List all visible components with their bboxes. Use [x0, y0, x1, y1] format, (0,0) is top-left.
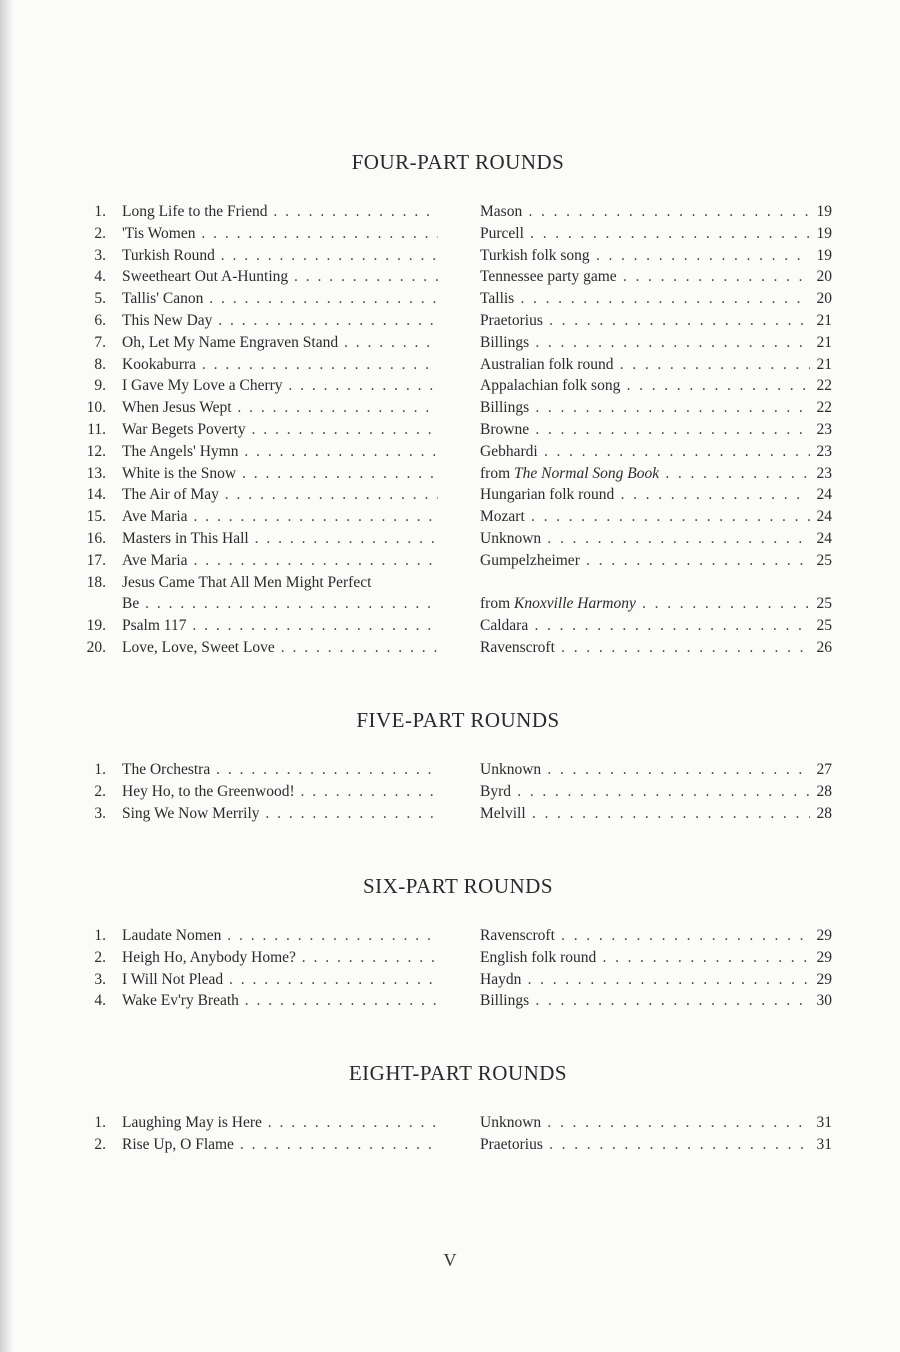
section-five-part — [78, 708, 838, 824]
entry-number: 20. — [86, 638, 106, 656]
entry-number: 12. — [86, 442, 106, 460]
entry-number: 2. — [94, 224, 106, 242]
entry-page: 24 — [816, 529, 832, 547]
toc-row — [78, 550, 838, 572]
entry-page: 21 — [816, 333, 832, 351]
entry-title: White is the Snow . . . — [122, 463, 438, 485]
section-four-part — [78, 150, 838, 659]
section-heading: FOUR-PART ROUNDS — [351, 150, 565, 174]
entry-number: 3. — [94, 246, 106, 264]
entry-composer: Praetorius . . . — [480, 1134, 810, 1156]
entry-title: Tallis' Canon . . . — [122, 288, 438, 310]
entry-composer — [480, 463, 810, 485]
composer-source-title: The Normal Song Book — [514, 464, 660, 482]
entry-title: Turkish Round . . . — [122, 245, 438, 267]
entry-number: 9. — [94, 377, 106, 395]
entry-composer: Billings . . . — [480, 397, 810, 419]
toc-row — [78, 572, 838, 616]
entry-number: 3. — [94, 970, 106, 988]
entry-page: 19 — [816, 203, 832, 220]
entry-composer: Hungarian folk round . . . — [480, 484, 810, 506]
entry-title: Oh, Let My Name Engraven Stand . . . — [122, 332, 438, 354]
entry-number: 13. — [86, 464, 106, 482]
entry-number: 11. — [87, 420, 106, 438]
entry-composer: Browne . . . — [480, 419, 810, 441]
section-six-part — [78, 874, 838, 1012]
section-heading: SIX-PART ROUNDS — [362, 874, 554, 898]
toc-row — [78, 1112, 838, 1134]
entry-number: 2. — [94, 1135, 106, 1153]
entry-page: 21 — [816, 311, 832, 329]
entry-page: 28 — [816, 782, 832, 800]
entry-composer: Mason . . . — [480, 201, 810, 223]
entry-page: 25 — [816, 595, 832, 613]
page-binding-edge — [0, 0, 14, 1352]
entry-title: Masters in This Hall . . . — [122, 528, 438, 550]
toc-row — [78, 288, 838, 310]
entry-number: 15. — [86, 508, 106, 526]
entry-title: Heigh Ho, Anybody Home? . . . — [122, 947, 438, 969]
entry-title-continuation: Be . . . — [122, 593, 438, 615]
entry-number: 1. — [94, 761, 106, 778]
entry-page: 27 — [816, 761, 832, 778]
entry-page: 25 — [816, 617, 832, 635]
entry-number: 19. — [86, 617, 106, 635]
composer-prefix: from — [480, 595, 511, 613]
entry-number: 5. — [94, 290, 106, 308]
entry-composer: Tallis . . . — [480, 288, 810, 310]
entry-page: 24 — [816, 508, 832, 526]
entry-composer: Haydn . . . — [480, 969, 810, 991]
entry-page: 25 — [816, 551, 832, 569]
toc-row — [78, 969, 838, 991]
entry-composer: Australian folk round . . . — [480, 354, 810, 376]
entry-title: This New Day . . . — [122, 310, 438, 332]
toc-list — [78, 925, 838, 1012]
toc-row — [78, 528, 838, 550]
toc-row — [78, 506, 838, 528]
toc-row — [78, 441, 838, 463]
entry-page: 21 — [816, 355, 832, 373]
toc-row — [78, 354, 838, 376]
entry-number: 1. — [94, 927, 106, 944]
toc-row — [78, 947, 838, 969]
entry-composer: Unknown . . . — [480, 528, 810, 550]
entry-number: 1. — [94, 203, 106, 220]
entry-page: 26 — [816, 638, 832, 656]
entry-number: 6. — [94, 311, 106, 329]
entry-title: Sing We Now Merrily . . . — [122, 803, 438, 825]
entry-composer: Ravenscroft . . . — [480, 925, 810, 947]
entry-number: 3. — [94, 804, 106, 822]
toc-list — [78, 1112, 838, 1156]
toc-row — [78, 266, 838, 288]
toc-row — [78, 419, 838, 441]
toc-row — [78, 397, 838, 419]
entry-page: 22 — [816, 399, 832, 417]
entry-number: 4. — [94, 268, 106, 286]
entry-page: 19 — [816, 224, 832, 242]
section-eight-part — [78, 1061, 838, 1156]
entry-composer: Gebhardi . . . — [480, 441, 810, 463]
entry-title: Sweetheart Out A-Hunting . . . — [122, 266, 438, 288]
entry-composer: Byrd . . . — [480, 781, 810, 803]
toc-row — [78, 925, 838, 947]
toc-row — [78, 803, 838, 825]
toc-row — [78, 223, 838, 245]
entry-page: 31 — [816, 1114, 832, 1131]
toc-row — [78, 201, 838, 223]
entry-page: 23 — [816, 420, 832, 438]
entry-composer: Unknown . . . — [480, 759, 810, 781]
entry-title: Ave Maria . . . — [122, 506, 438, 528]
entry-title: Long Life to the Friend . . . — [122, 201, 438, 223]
entry-page: 20 — [816, 268, 832, 286]
entry-number: 8. — [94, 355, 106, 373]
entry-number: 4. — [94, 992, 106, 1010]
toc-row — [78, 484, 838, 506]
entry-title: I Will Not Plead . . . — [122, 969, 438, 991]
entry-composer: Unknown . . . — [480, 1112, 810, 1134]
entry-page: 31 — [816, 1135, 832, 1153]
entry-title: When Jesus Wept . . . — [122, 397, 438, 419]
entry-page: 30 — [816, 992, 832, 1010]
entry-title: Laudate Nomen . . . — [122, 925, 438, 947]
entry-number: 2. — [94, 948, 106, 966]
entry-composer: Gumpelzheimer . . . — [480, 550, 810, 572]
toc-row — [78, 463, 838, 485]
entry-title-line: Jesus Came That All Men Might Perfect — [122, 573, 372, 591]
entry-title: Love, Love, Sweet Love . . . — [122, 637, 438, 659]
entry-title: I Gave My Love a Cherry . . . — [122, 375, 438, 397]
toc-row — [78, 332, 838, 354]
entry-title: Laughing May is Here . . . — [122, 1112, 438, 1134]
entry-title: The Angels' Hymn . . . — [122, 441, 438, 463]
toc-row — [78, 759, 838, 781]
entry-page: 22 — [816, 377, 832, 395]
entry-number: 2. — [94, 782, 106, 800]
entry-composer: Melvill . . . — [480, 803, 810, 825]
entry-composer: Purcell . . . — [480, 223, 810, 245]
entry-title: 'Tis Women . . . — [122, 223, 438, 245]
entry-composer: Mozart . . . — [480, 506, 810, 528]
entry-number: 7. — [94, 333, 106, 351]
toc-list — [78, 201, 838, 659]
toc-row — [78, 375, 838, 397]
entry-title: Rise Up, O Flame . . . — [122, 1134, 438, 1156]
entry-title: War Begets Poverty . . . — [122, 419, 438, 441]
entry-page: 24 — [816, 486, 832, 504]
toc-row — [78, 637, 838, 659]
entry-composer: Praetorius . . . — [480, 310, 810, 332]
entry-number: 16. — [86, 529, 106, 547]
entry-composer: Billings . . . — [480, 990, 810, 1012]
toc-list — [78, 759, 838, 824]
toc-row — [78, 615, 838, 637]
entry-composer: Turkish folk song . . . — [480, 245, 810, 267]
entry-title: The Air of May . . . — [122, 484, 438, 506]
entry-composer: English folk round . . . — [480, 947, 810, 969]
entry-title — [122, 572, 438, 616]
toc-row — [78, 245, 838, 267]
entry-composer: Ravenscroft . . . — [480, 637, 810, 659]
entry-number: 18. — [86, 573, 106, 591]
entry-title: Hey Ho, to the Greenwood! . . . — [122, 781, 438, 803]
entry-composer: Tennessee party game . . . — [480, 266, 810, 288]
entry-page: 29 — [816, 970, 832, 988]
entry-title: The Orchestra . . . — [122, 759, 438, 781]
entry-title: Wake Ev'ry Breath . . . — [122, 990, 438, 1012]
entry-composer: Billings . . . — [480, 332, 810, 354]
entry-number: 17. — [86, 551, 106, 569]
entry-title: Psalm 117 . . . — [122, 615, 438, 637]
toc-row — [78, 990, 838, 1012]
entry-composer: Appalachian folk song . . . — [480, 375, 810, 397]
entry-page: 19 — [816, 246, 832, 264]
toc-row — [78, 781, 838, 803]
entry-page: 23 — [816, 442, 832, 460]
entry-number: 1. — [94, 1114, 106, 1131]
composer-source-title: Knoxville Harmony — [514, 595, 636, 613]
entry-page: 29 — [816, 948, 832, 966]
entry-page: 23 — [816, 464, 832, 482]
entry-title: Kookaburra . . . — [122, 354, 438, 376]
entry-number: 14. — [86, 486, 106, 504]
entry-composer: Caldara . . . — [480, 615, 810, 637]
section-heading: EIGHT-PART ROUNDS — [348, 1061, 568, 1085]
toc-row — [78, 1134, 838, 1156]
section-heading: FIVE-PART ROUNDS — [356, 708, 560, 732]
composer-prefix: from — [480, 464, 511, 482]
entry-page: 28 — [816, 804, 832, 822]
entry-composer — [480, 593, 810, 615]
page-folio: V — [443, 1250, 457, 1270]
entry-page: 29 — [816, 927, 832, 944]
entry-number: 10. — [86, 399, 106, 417]
entry-page: 20 — [816, 290, 832, 308]
entry-title: Ave Maria . . . — [122, 550, 438, 572]
toc-row — [78, 310, 838, 332]
